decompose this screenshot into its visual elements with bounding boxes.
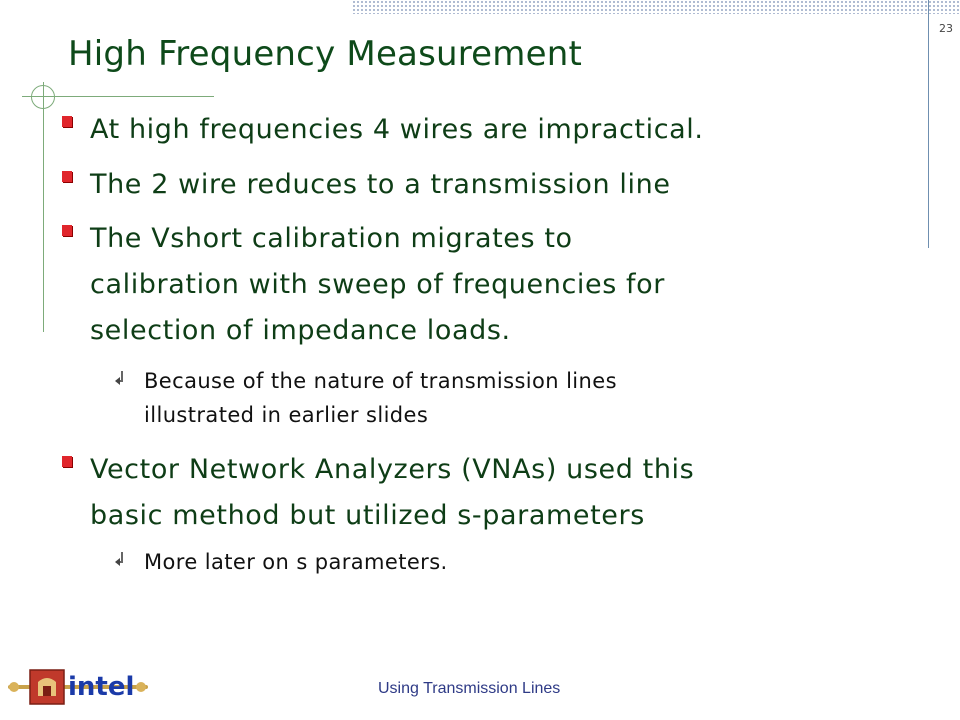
bullet-text-line: calibration with sweep of frequencies for <box>90 269 665 300</box>
arrow-bullet-icon <box>112 370 130 386</box>
right-rule-line <box>928 0 929 248</box>
sub-bullet-text-line: Because of the nature of transmission lines <box>144 369 617 393</box>
slide-title: High Frequency Measurement <box>68 34 583 74</box>
bullet-square-icon <box>62 225 72 236</box>
bullet-square-icon <box>62 116 72 127</box>
sub-bullet-text-line: illustrated in earlier slides <box>144 403 429 427</box>
bullet-text-line: Vector Network Analyzers (VNAs) used this <box>90 454 695 485</box>
crosshair-vertical-line <box>43 82 44 332</box>
bullet-square-icon <box>62 171 72 182</box>
intel-logo-icon <box>8 662 148 712</box>
intel-logo-word: intel <box>68 672 135 702</box>
footer-text: Using Transmission Lines <box>378 680 561 697</box>
sub-bullet-text: More later on s parameters. <box>144 550 448 574</box>
crosshair-circle <box>31 85 55 109</box>
bullet-text-line: The Vshort calibration migrates to <box>90 223 573 254</box>
top-decoration-band <box>352 0 960 14</box>
slide-number: 23 <box>939 22 953 35</box>
bullet-text-line: selection of impedance loads. <box>90 315 511 346</box>
arrow-bullet-icon <box>112 551 130 567</box>
bullet-text-line: basic method but utilized s-parameters <box>90 500 645 531</box>
bullet-text: At high frequencies 4 wires are impractical. <box>90 114 704 145</box>
bullet-square-icon <box>62 456 72 467</box>
bullet-text: The 2 wire reduces to a transmission line <box>90 169 671 200</box>
